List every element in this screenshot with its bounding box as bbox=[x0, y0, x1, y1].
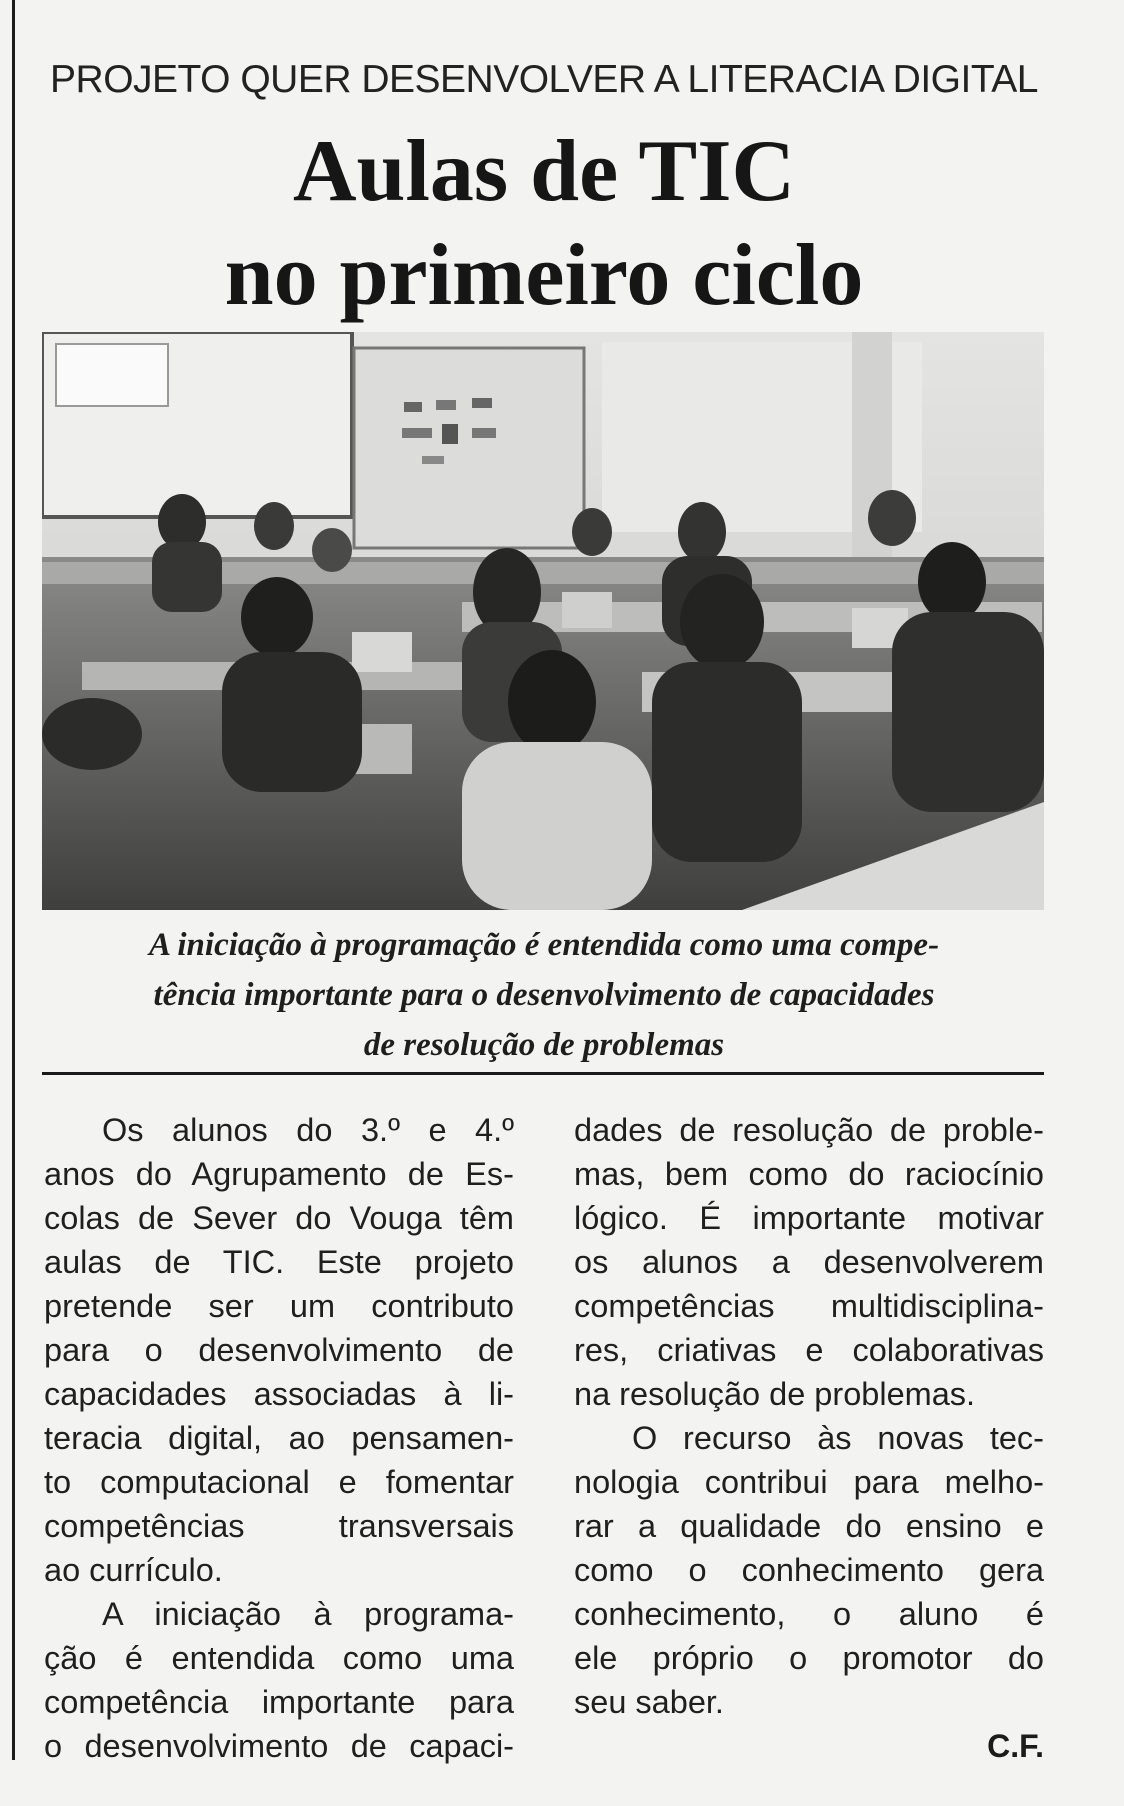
body-line: competências transversais bbox=[44, 1508, 514, 1544]
body-line: lógico. É importante motivar bbox=[574, 1200, 1044, 1236]
caption-divider bbox=[42, 1072, 1044, 1075]
body-line: mas, bem como do raciocínio bbox=[574, 1156, 1044, 1192]
body-line: colas de Sever do Vouga têm bbox=[44, 1200, 514, 1236]
headline-line-2: no primeiro ciclo bbox=[224, 227, 864, 324]
body-line: ção é entendida como uma bbox=[44, 1640, 514, 1676]
body-column-left bbox=[44, 1108, 514, 1768]
caption-line: de resolução de problemas bbox=[363, 1027, 725, 1063]
article-kicker: PROJETO QUER DESENVOLVER A LITERACIA DIGITAL bbox=[50, 58, 1038, 101]
body-line: conhecimento, o aluno é bbox=[574, 1596, 1044, 1632]
column-rule bbox=[12, 0, 15, 1760]
article-headline bbox=[44, 120, 1044, 328]
body-line: teracia digital, ao pensamen- bbox=[44, 1420, 514, 1456]
body-line: pretende ser um contributo bbox=[44, 1288, 514, 1324]
caption-line: A iniciação à programação é entendida como uma compe- bbox=[148, 927, 940, 963]
body-line: to computacional e fomentar bbox=[44, 1464, 514, 1500]
body-line: os alunos a desenvolverem bbox=[574, 1244, 1044, 1280]
body-line: aulas de TIC. Este projeto bbox=[44, 1244, 514, 1280]
body-line: rar a qualidade do ensino e bbox=[574, 1508, 1044, 1544]
author-signature: C.F. bbox=[987, 1728, 1044, 1764]
headline-line-1: Aulas de TIC bbox=[292, 123, 796, 220]
body-line: res, criativas e colaborativas bbox=[574, 1332, 1044, 1368]
body-line: dades de resolução de proble- bbox=[574, 1112, 1044, 1148]
body-line: Os alunos do 3.º e 4.º bbox=[102, 1112, 514, 1148]
body-line: capacidades associadas à li- bbox=[44, 1376, 514, 1412]
body-line: A iniciação à programa- bbox=[102, 1596, 514, 1632]
body-column-right bbox=[574, 1108, 1044, 1724]
body-line: nologia contribui para melho- bbox=[574, 1464, 1044, 1500]
body-line: competência importante para bbox=[44, 1684, 514, 1720]
body-line: o desenvolvimento de capaci- bbox=[44, 1728, 514, 1764]
caption-line: tência importante para o desenvolvimento de capacidades bbox=[153, 977, 935, 1013]
photo-caption bbox=[44, 920, 1044, 1070]
body-line: O recurso às novas tec- bbox=[632, 1420, 1044, 1456]
body-line: anos do Agrupamento de Es- bbox=[44, 1156, 514, 1192]
body-line: na resolução de problemas. bbox=[574, 1376, 976, 1412]
body-line: seu saber. bbox=[574, 1684, 724, 1720]
body-line: ele próprio o promotor do bbox=[574, 1640, 1044, 1676]
body-line: para o desenvolvimento de bbox=[44, 1332, 514, 1368]
body-line: competências multidisciplina- bbox=[574, 1288, 1044, 1324]
body-line: ao currículo. bbox=[44, 1552, 223, 1588]
body-line: como o conhecimento gera bbox=[574, 1552, 1044, 1588]
classroom-photo bbox=[42, 332, 1044, 910]
